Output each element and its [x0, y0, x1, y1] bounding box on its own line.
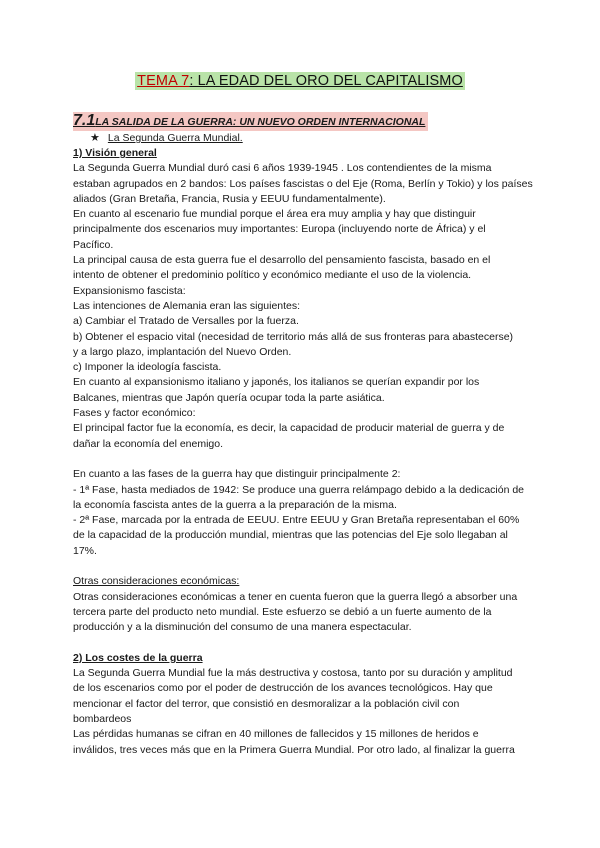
text-line: La Segunda Guerra Mundial duró casi 6 años 1939-1945 . Los contendientes de la misma — [73, 162, 492, 175]
text-line: dañar la economía del enemigo. — [73, 437, 224, 450]
bullet-item — [90, 131, 243, 144]
text-line: Las pérdidas humanas se cifran en 40 millones de fallecidos y 15 millones de heridos e — [73, 728, 479, 741]
text-line: de los escenarios como por el poder de destrucción de los avances tecnológicos. Hay que — [73, 682, 493, 695]
text-line: a) Cambiar el Tratado de Versalles por la fuerza. — [73, 315, 299, 328]
text-line: Expansionismo fascista: — [73, 284, 186, 297]
text-line: Pacífico. — [73, 238, 114, 251]
text-line: mencionar el factor del terror, que consistió en desmoralizar a la población civil con — [73, 697, 460, 710]
text-line: La principal causa de esta guerra fue el desarrollo del pensamiento fascista, basado en el — [73, 254, 491, 267]
text-line: bombardeos — [73, 712, 132, 725]
text-line: de la capacidad de la producción mundial, mientras que las potencias del Eje solo llegaban al — [73, 529, 508, 542]
text-line: En cuanto al escenario fue mundial porque el área era muy amplia y hay que distinguir — [73, 208, 476, 221]
blank-line — [73, 636, 543, 651]
text-line: Otras consideraciones económicas a tener en cuenta fueron que la guerra llegó a absorber una — [73, 590, 518, 603]
text-line: Fases y factor económico: — [73, 407, 196, 420]
section-heading — [73, 112, 428, 131]
text-line: Balcanes, mientras que Japón quería ocupar toda la parte asiática. — [73, 391, 385, 404]
blank-line — [73, 452, 543, 467]
text-line: la economía fascista antes de la guerra a la preparación de la misma. — [73, 498, 397, 511]
section-title: LA SALIDA DE LA GUERRA: UN NUEVO ORDEN INTERNACIONAL — [95, 116, 426, 128]
text-line: y a largo plazo, implantación del Nuevo Orden. — [73, 345, 292, 358]
text-line: 17%. — [73, 544, 97, 557]
bullet-label: La Segunda Guerra Mundial. — [107, 132, 243, 144]
text-line: El principal factor fue la economía, es decir, la capacidad de producir material de guerra y de — [73, 422, 505, 435]
subheading-vision-general: 1) Visión general — [73, 147, 157, 159]
title-topic-number: TEMA 7 — [137, 73, 190, 89]
text-line: inválidos, tres veces más que en la Primera Guerra Mundial. Por otro lado, al finalizar la guerra — [73, 743, 515, 756]
text-line: - 2ª Fase, marcada por la entrada de EEUU. Entre EEUU y Gran Bretaña representaban el 60% — [73, 514, 520, 527]
text-line: La Segunda Guerra Mundial fue la más destructiva y costosa, tanto por su duración y amplitud — [73, 667, 513, 680]
text-line: tercera parte del producto neto mundial. Este esfuerzo se debió a un fuerte aumento de la — [73, 605, 492, 618]
title-highlight — [135, 72, 465, 90]
document-body — [73, 146, 543, 758]
text-line: intento de obtener el predominio político y económico mediante el uso de la violencia. — [73, 269, 472, 282]
subheading-other-economic: Otras consideraciones económicas: — [73, 575, 240, 588]
text-line: En cuanto a las fases de la guerra hay que distinguir principalmente 2: — [73, 468, 401, 481]
text-line: c) Imponer la ideología fascista. — [73, 361, 222, 374]
text-line: Las intenciones de Alemania eran las siguientes: — [73, 299, 301, 312]
page-title — [0, 72, 600, 90]
text-line: producción y a la disminución del consumo de una manera espectacular. — [73, 621, 412, 634]
title-topic-name: : LA EDAD DEL ORO DEL CAPITALISMO — [189, 73, 463, 89]
star-bullet-icon: ★ — [90, 132, 100, 144]
text-line: principalmente dos escenarios muy importantes: Europa (incluyendo norte de África) y el — [73, 223, 486, 236]
text-line: b) Obtener el espacio vital (necesidad de territorio más allá de sus fronteras para abastecerse) — [73, 330, 514, 343]
text-line: En cuanto al expansionismo italiano y japonés, los italianos se querían expandir por los — [73, 376, 480, 389]
text-line: estaban agrupados en 2 bandos: Los países fascistas o del Eje (Roma, Berlín y Tokio) y los países — [73, 177, 533, 190]
section-number: 7.1 — [73, 112, 96, 129]
text-line: - 1ª Fase, hasta mediados de 1942: Se produce una guerra relámpago debido a la dedicación de — [73, 483, 525, 496]
text-line: aliados (Gran Bretaña, Francia, Rusia y EEUU fundamentalmente). — [73, 192, 386, 205]
subheading-war-costs: 2) Los costes de la guerra — [73, 651, 203, 664]
blank-line — [73, 559, 543, 574]
